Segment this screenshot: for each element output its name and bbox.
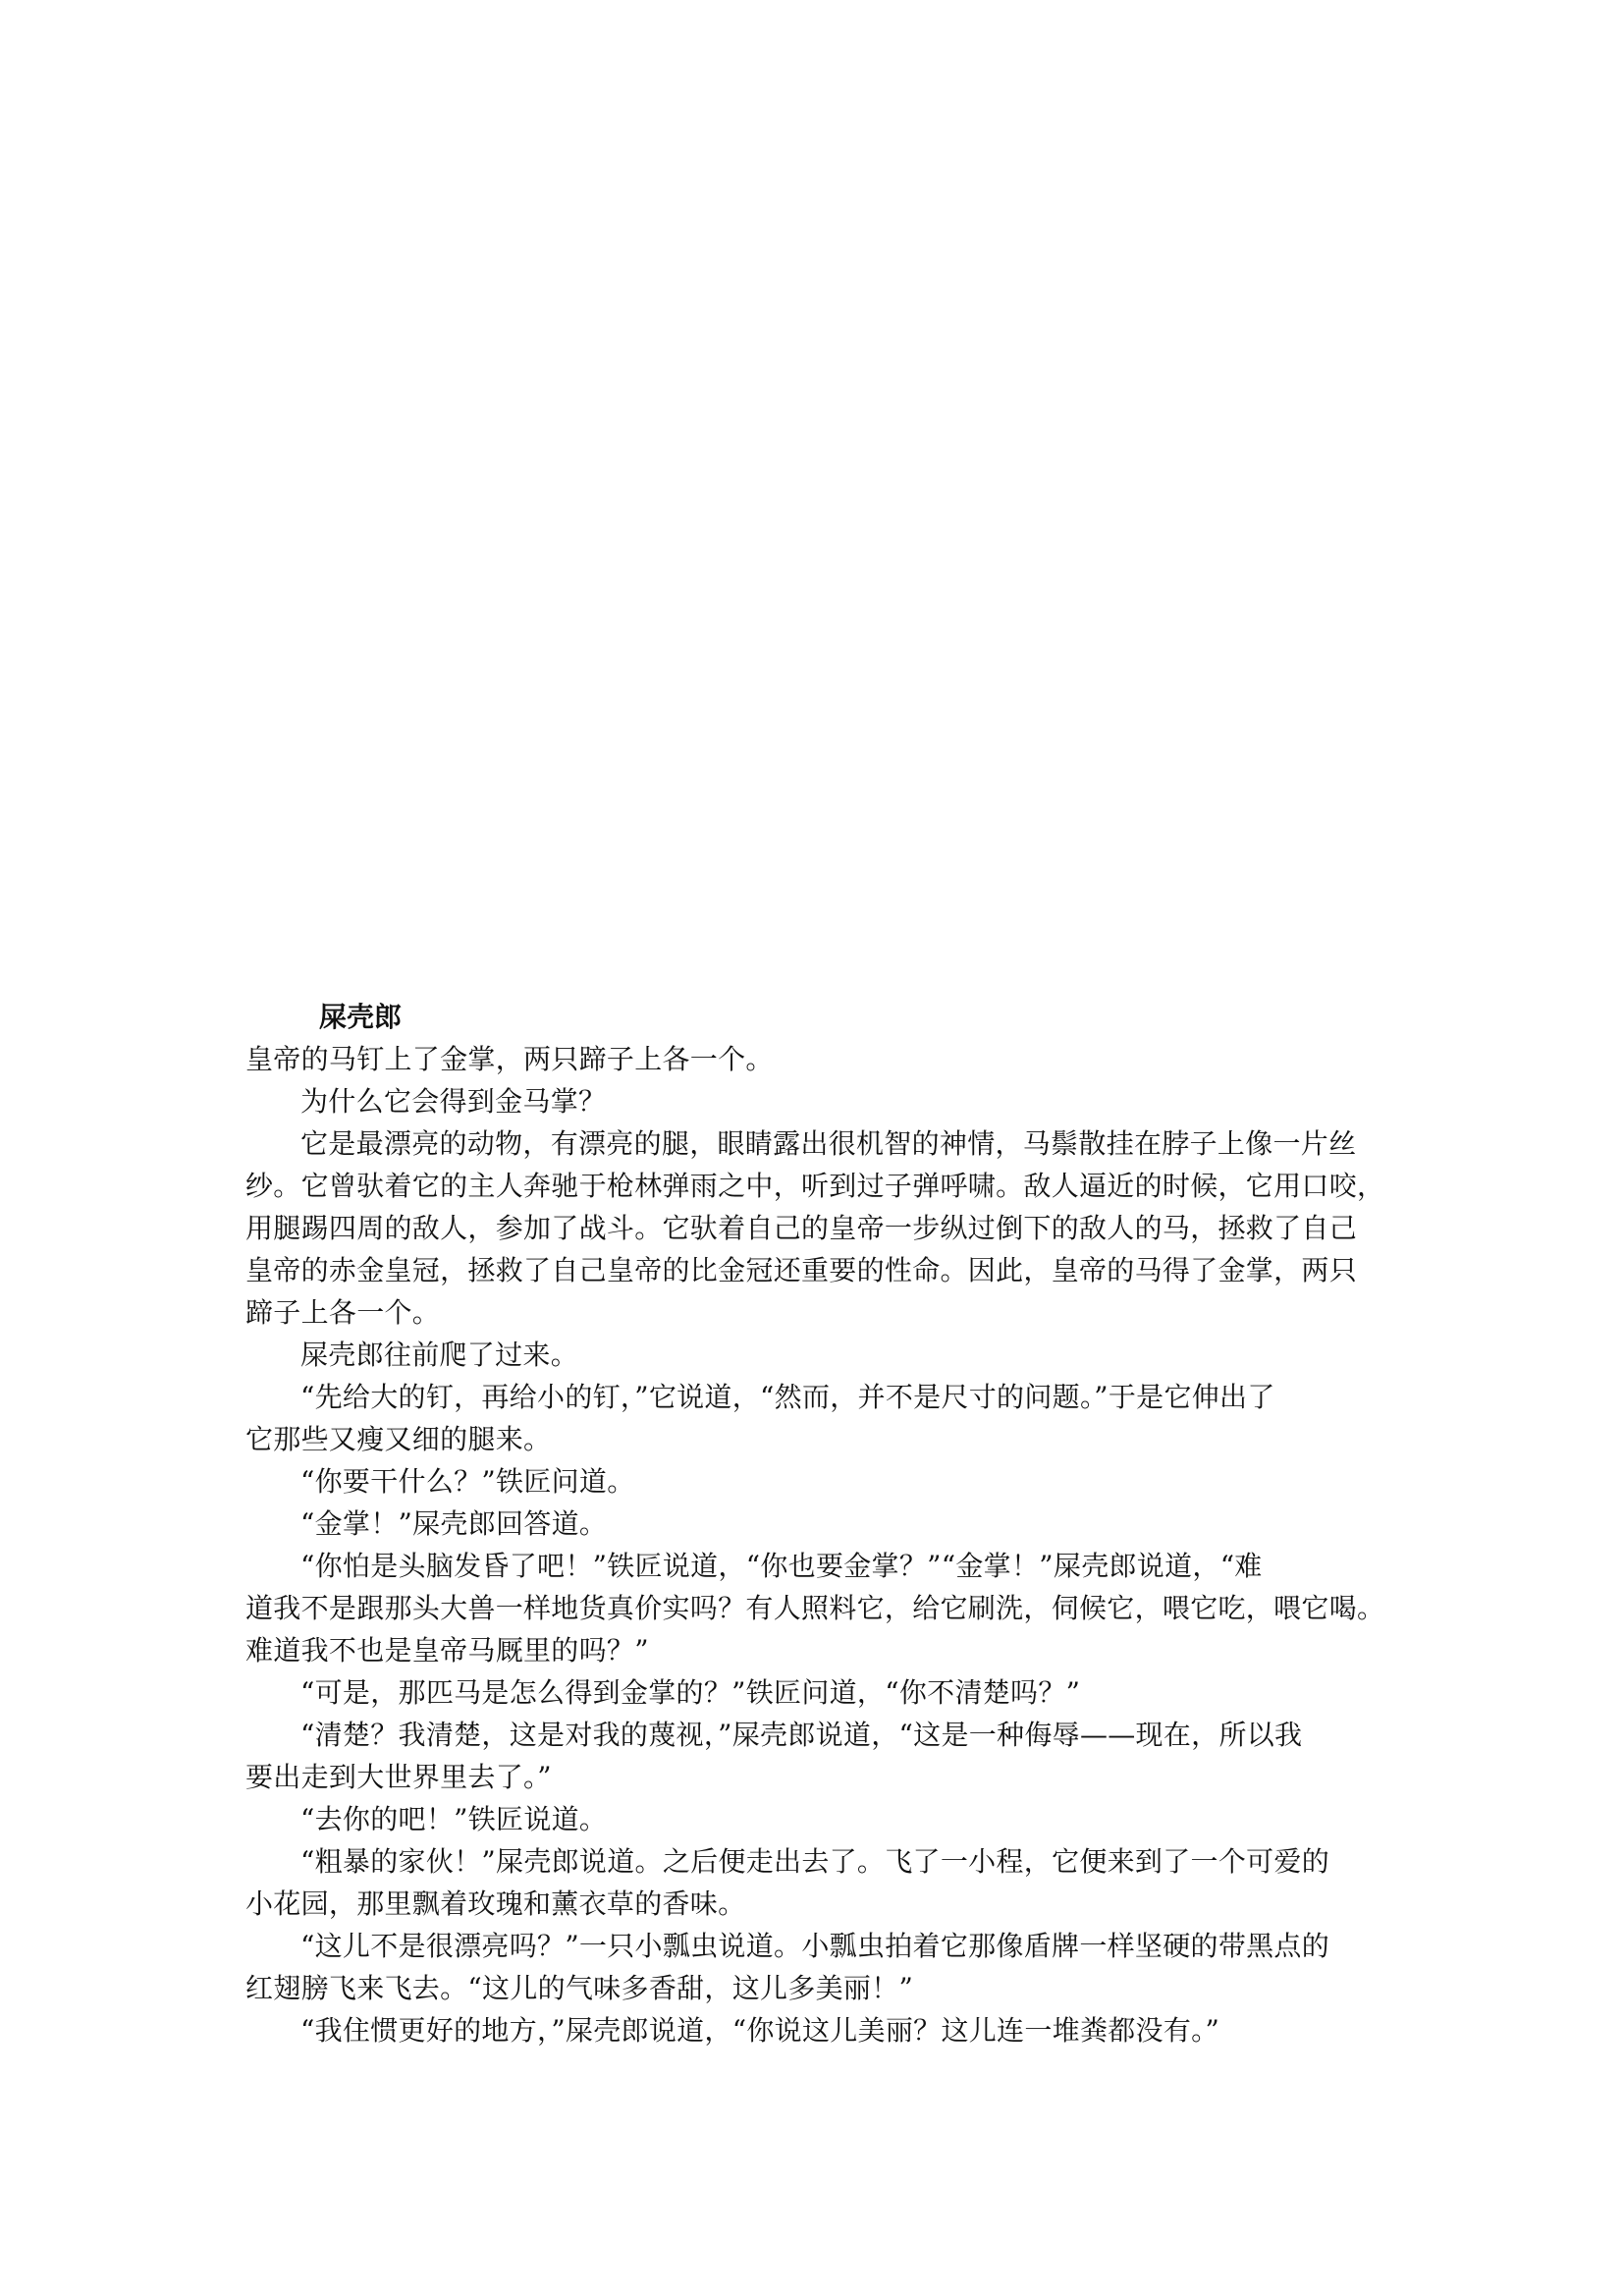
story-paragraph-line: 为什么它会得到金马掌？ <box>300 1085 607 1118</box>
story-paragraph-line: 纱。它曾驮着它的主人奔驰于枪林弹雨之中，听到过子弹呼啸。敌人逼近的时候，它用口咬， <box>245 1170 1385 1202</box>
story-paragraph-line: “你怕是头脑发昏了吧！”铁匠说道，“你也要金掌？”“金掌！”屎壳郎说道，“难 <box>300 1550 1263 1582</box>
story-paragraph-line: “我住惯更好的地方，”屎壳郎说道，“你说这儿美丽？这儿连一堆粪都没有。” <box>300 2014 1220 2047</box>
story-paragraph-line: 用腿踢四周的敌人，参加了战斗。它驮着自己的皇帝一步纵过倒下的敌人的马，拯救了自己 <box>245 1212 1358 1244</box>
story-paragraph-line: 要出走到大世界里去了。” <box>245 1761 552 1793</box>
story-paragraph-line: 道我不是跟那头大兽一样地货真价实吗？有人照料它，给它刷洗，伺候它，喂它吃，喂它喝。 <box>245 1592 1385 1624</box>
story-paragraph-line: “可是，那匹马是怎么得到金掌的？”铁匠问道，“你不清楚吗？” <box>300 1676 1081 1709</box>
story-paragraph-line: 蹄子上各一个。 <box>245 1296 441 1329</box>
story-paragraph-line: 它是最漂亮的动物，有漂亮的腿，眼睛露出很机智的神情，马鬃散挂在脖子上像一片丝 <box>300 1127 1357 1160</box>
story-paragraph-line: 皇帝的马钉上了金掌，两只蹄子上各一个。 <box>245 1043 774 1075</box>
story-paragraph-line: “这儿不是很漂亮吗？”一只小瓢虫说道。小瓢虫拍着它那像盾牌一样坚硬的带黑点的 <box>300 1930 1330 1962</box>
story-paragraph-line: 它那些又瘦又细的腿来。 <box>245 1423 552 1455</box>
story-paragraph-line: “清楚？我清楚，这是对我的蔑视，”屎壳郎说道，“这是一种侮辱——现在，所以我 <box>300 1719 1303 1751</box>
story-paragraph-line: “金掌！”屎壳郎回答道。 <box>300 1507 608 1540</box>
story-paragraph-line: 屎壳郎往前爬了过来。 <box>300 1339 579 1371</box>
story-paragraph-line: 难道我不也是皇帝马厩里的吗？” <box>245 1634 649 1667</box>
story-paragraph-line: 皇帝的赤金皇冠，拯救了自己皇帝的比金冠还重要的性命。因此，皇帝的马得了金掌，两只 <box>245 1254 1358 1286</box>
story-paragraph-line: “去你的吧！”铁匠说道。 <box>300 1803 608 1835</box>
story-paragraph-line: “先给大的钉，再给小的钉，”它说道，“然而，并不是尺寸的问题。”于是它伸出了 <box>300 1381 1275 1413</box>
story-paragraph-line: “粗暴的家伙！”屎壳郎说道。之后便走出去了。飞了一小程，它便来到了一个可爱的 <box>300 1845 1330 1878</box>
story-title: 屎壳郎 <box>319 1001 403 1033</box>
story-paragraph-line: “你要干什么？”铁匠问道。 <box>300 1465 635 1498</box>
story-paragraph-line: 小花园，那里飘着玫瑰和薰衣草的香味。 <box>245 1887 746 1920</box>
story-paragraph-line: 红翅膀飞来飞去。“这儿的气味多香甜，这儿多美丽！” <box>245 1972 914 2004</box>
